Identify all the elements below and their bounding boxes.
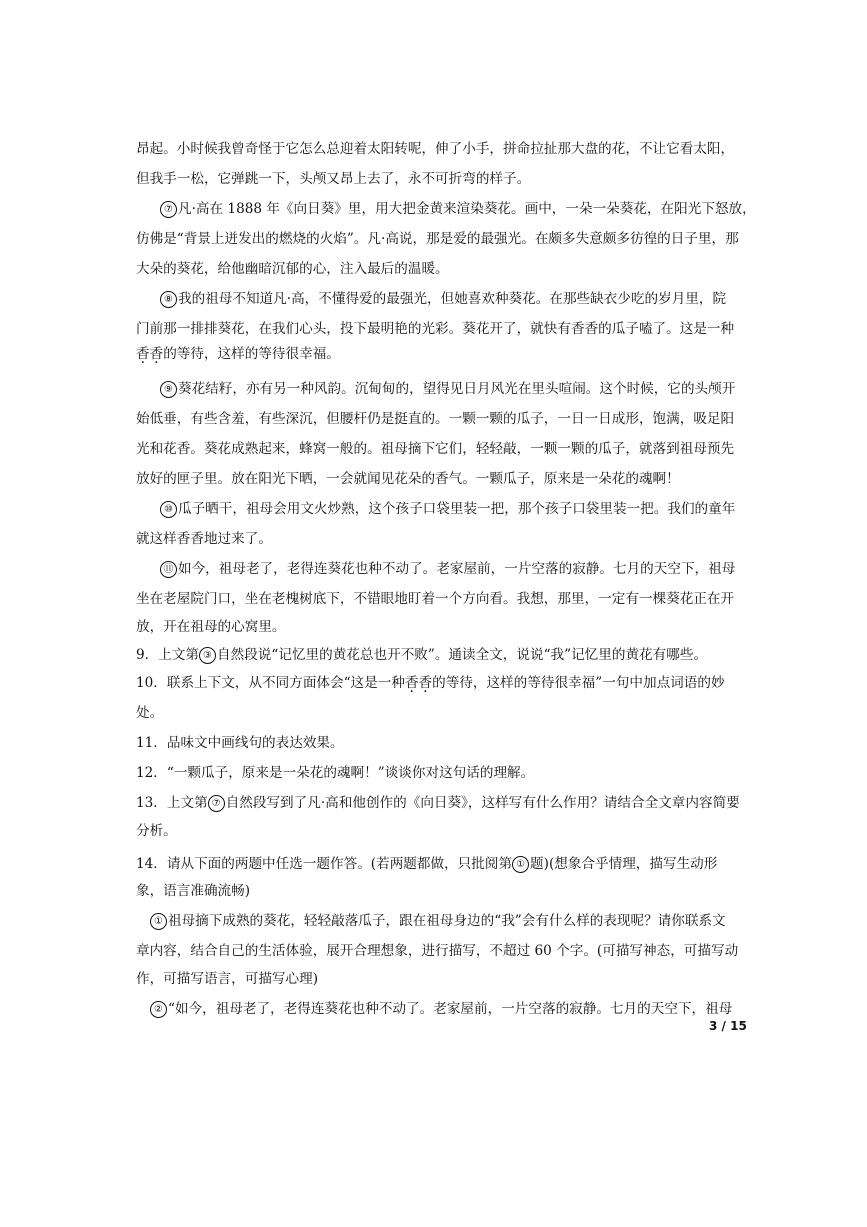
- text-line: 香香的等待，这样的等待很幸福。: [136, 346, 340, 362]
- emphasis-char: 香: [404, 675, 419, 691]
- text-line: 放，开在祖母的心窝里。: [136, 619, 286, 635]
- text-line: 始低垂，有些含羞，有些深沉，但腰杆仍是挺直的。一颗一颗的瓜子，一日一日成形，饱满，吸足阳: [136, 411, 735, 427]
- circled-number-11: ⑪: [160, 561, 177, 578]
- circled-number-1: ①: [150, 913, 167, 930]
- circled-number-10: ⑩: [160, 501, 177, 518]
- text-line: 坐在老屋院门口，坐在老槐树底下，不错眼地盯着一个方向看。我想，那里，一定有一棵葵花正在开: [136, 591, 735, 607]
- question-10-cont: 处。: [136, 705, 164, 721]
- paragraph-9-line: ⑨ 葵花结籽，亦有另一种风韵。沉甸甸的，望得见日月风光在里头喧闹。这个时候，它的头颅开: [160, 380, 735, 398]
- circled-number-7: ⑦: [160, 201, 177, 218]
- option-1-cont: 作，可描写语言，可描写心理): [136, 971, 319, 987]
- circled-number-3: ③: [199, 647, 216, 664]
- option-1-cont: 章内容，结合自己的生活体验，展开合理想象，进行描写，不超过 60 个字。(可描写神态，可描写动: [136, 943, 739, 959]
- text-line: 门前那一排排葵花，在我们心头，投下最明艳的光彩。葵花开了，就快有香香的瓜子嗑了。这是一种: [136, 321, 735, 337]
- text-line: 大朵的葵花，给他幽暗沉郁的心，注入最后的温暖。: [136, 261, 449, 277]
- text-line: 昂起。小时候我曾奇怪于它怎么总迎着太阳转呢，伸了小手，拼命拉扯那大盘的花，不让它看太阳，: [136, 141, 735, 157]
- emphasis-char: 香: [136, 346, 150, 362]
- question-10: 10．联系上下文，从不同方面体会“这是一种香香的等待，这样的等待很幸福”一句中加点词语的妙: [136, 675, 725, 691]
- circled-number-9: ⑨: [160, 381, 177, 398]
- circled-number-8: ⑧: [160, 291, 177, 308]
- text-line: 仿佛是“背景上迸发出的燃烧的火焰”。凡·高说，那是爱的最强光。在颇多失意颇多彷徨的日子里，那: [136, 231, 739, 247]
- emphasis-char: 香: [149, 346, 164, 362]
- option-2: ② “如今，祖母老了，老得连葵花也种不动了。老家屋前，一片空落的寂静。七月的天空下，祖母: [150, 1000, 732, 1018]
- question-13: 13．上文第 ⑦ 自然段写到了凡·高和他创作的《向日葵》，这样写有什么作用？请结合全文章内容简要: [136, 795, 740, 811]
- question-11: 11．品味文中画线句的表达效果。: [136, 735, 344, 751]
- text-line: 光和花香。葵花成熟起来，蜂窝一般的。祖母摘下它们，轻轻敲，一颗一颗的瓜子，就落到祖母预先: [136, 441, 735, 457]
- question-13-cont: 分析。: [136, 823, 177, 839]
- circled-number-7: ⑦: [208, 795, 225, 812]
- page-number: 3 / 15: [709, 1019, 747, 1033]
- option-1: ① 祖母摘下成熟的葵花，轻轻敲落瓜子，跟在祖母身边的“我”会有什么样的表现呢？请你联系文: [150, 912, 726, 930]
- circled-number-2: ②: [150, 1001, 167, 1018]
- text-line: 放好的匣子里。放在阳光下晒，一会就闻见花朵的香气。一颗瓜子，原来是一朵花的魂啊！: [136, 471, 680, 487]
- paragraph-10-line: ⑩ 瓜子晒干，祖母会用文火炒熟，这个孩子口袋里装一把，那个孩子口袋里装一把。我们的童年: [160, 500, 735, 518]
- question-12: 12．“一颗瓜子，原来是一朵花的魂啊！”谈谈你对这句话的理解。: [136, 765, 535, 781]
- text-line: 就这样香香地过来了。: [136, 531, 272, 547]
- question-9: 9．上文第 ③ 自然段说“记忆里的黄花总也开不败”。通读全文，说说“我”记忆里的黄花有哪些。: [136, 647, 708, 663]
- emphasis-char: 香: [418, 675, 433, 691]
- paragraph-11-line: ⑪ 如今，祖母老了，老得连葵花也种不动了。老家屋前，一片空落的寂静。七月的天空下，祖母: [160, 560, 735, 578]
- circled-number-1: ①: [512, 856, 529, 873]
- paragraph-7-line: ⑦ 凡·高在 1888 年《向日葵》里，用大把金黄来渲染葵花。画中，一朵一朵葵花，在阳光下怒放，: [160, 200, 756, 218]
- paragraph-8-line: ⑧ 我的祖母不知道凡·高，不懂得爱的最强光，但她喜欢种葵花。在那些缺衣少吃的岁月里，院: [160, 290, 726, 308]
- text-line: 但我手一松，它弹跳一下，头颅又昂上去了，永不可折弯的样子。: [136, 171, 531, 187]
- question-14: 14．请从下面的两题中任选一题作答。(若两题都做，只批阅第 ① 题)(想象合乎情理，描写生动形: [136, 856, 718, 872]
- question-14-cont: 象，语言准确流畅): [136, 883, 251, 899]
